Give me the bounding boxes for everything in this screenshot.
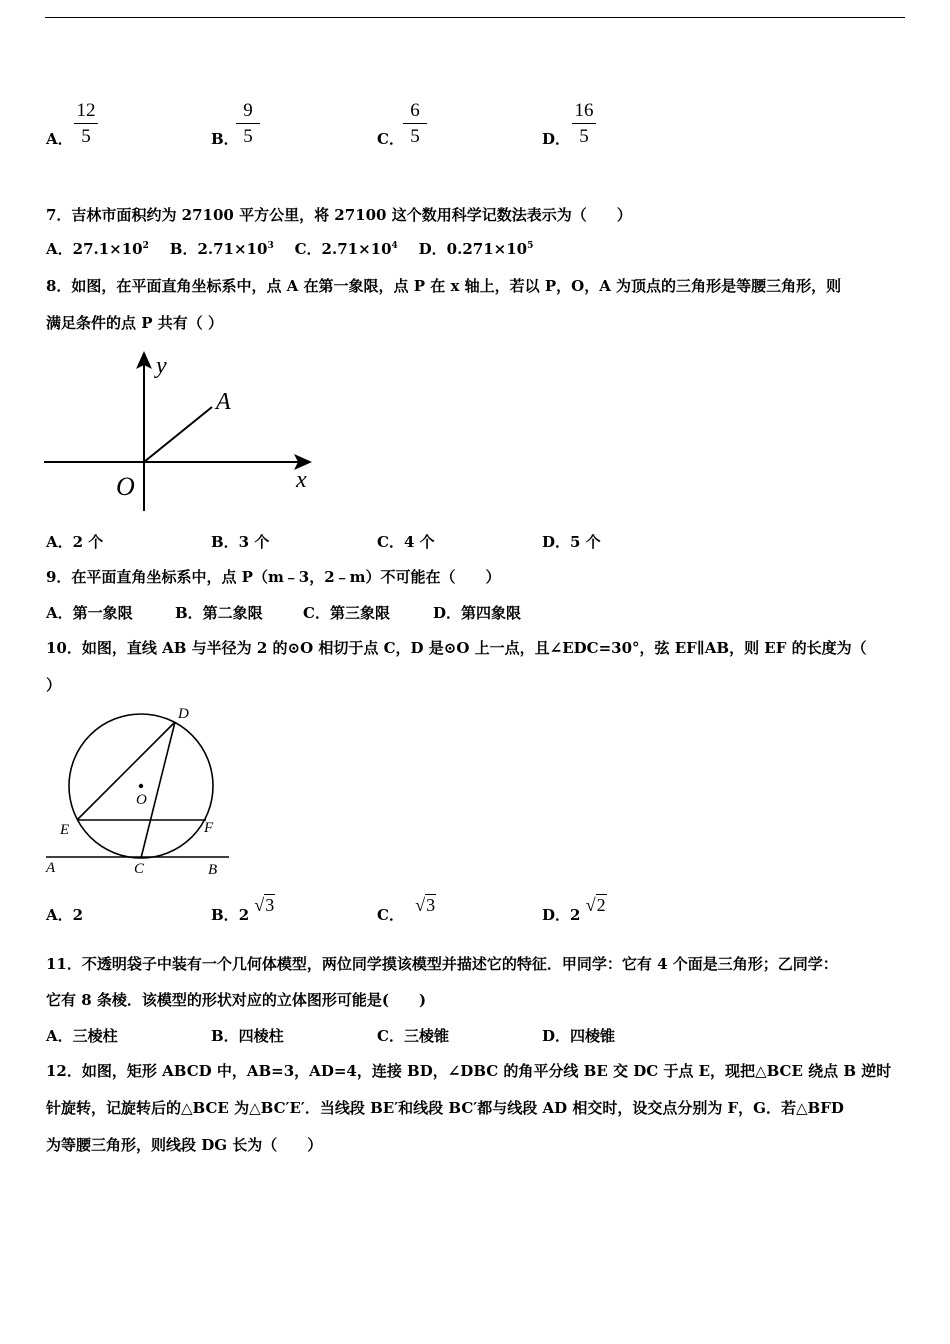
fraction-bar (74, 123, 98, 124)
q8-option-c[interactable]: C．4 个 (377, 533, 435, 551)
q9-option-c[interactable]: C．第三象限 (303, 604, 390, 622)
sqrt-expression: √3 (254, 895, 275, 915)
q7-option-b[interactable]: B．$2.71\times 10^3$ (169, 240, 274, 258)
label-a: A (46, 860, 56, 876)
segment-oa (144, 407, 212, 462)
q6-option-c-letter[interactable]: C． (377, 130, 404, 148)
q7-option-a[interactable]: A．$27.1\times 10^2$ (46, 240, 149, 258)
numerator: 9 (243, 100, 253, 121)
q6-option-a-letter[interactable]: A． (46, 130, 73, 148)
q8-stem-line2: 满足条件的点 P 共有（ ） (46, 314, 223, 332)
q6-option-d-fraction (564, 100, 604, 148)
q8-coordinate-figure (44, 345, 319, 515)
q8-stem-line1: 8．如图，在平面直角坐标系中，点 A 在第一象限，点 P 在 x 轴上，若以 P，O，A 为顶点的三角形是等腰三角形，则 (46, 277, 842, 295)
q10-option-c[interactable]: C． √3 (377, 895, 436, 924)
q7-option-c[interactable]: C．$2.71\times 10^4$ (294, 240, 398, 258)
q8-option-d[interactable]: D．5 个 (542, 533, 601, 551)
numerator: 6 (410, 100, 420, 121)
q10-option-d[interactable]: D．2 √2 (542, 895, 606, 924)
fraction-bar (403, 123, 427, 124)
q6-option-c-fraction (395, 100, 435, 148)
label-o: O (136, 792, 147, 808)
q11-option-b[interactable]: B．四棱柱 (211, 1027, 284, 1045)
q10-stem-line1: 10．如图，直线 AB 与半径为 2 的⊙O 相切于点 C，D 是⊙O 上一点，且∠EDC=30°，弦 EF∥AB，则 EF 的长度为（ (46, 639, 867, 657)
q9-option-a[interactable]: A．第一象限 (46, 604, 133, 622)
q12-stem-line3: 为等腰三角形，则线段 DG 长为（ ） (46, 1136, 323, 1154)
denominator: 5 (579, 126, 589, 147)
label-e: E (60, 822, 70, 838)
label-f: F (204, 820, 214, 836)
origin-label: O (116, 472, 135, 501)
q11-stem-line2: 它有 8 条棱．该模型的形状对应的立体图形可能是( ) (46, 991, 427, 1009)
q11-option-a[interactable]: A．三棱柱 (46, 1027, 118, 1045)
q11-option-c[interactable]: C．三棱锥 (377, 1027, 449, 1045)
denominator: 5 (410, 126, 420, 147)
fraction-bar (236, 123, 260, 124)
q7-stem: 7．吉林市面积约为 27100 平方公里，将 27100 这个数用科学记数法表示为（ ） (46, 206, 632, 224)
numerator: 16 (574, 100, 594, 121)
q8-option-a[interactable]: A．2 个 (46, 533, 104, 551)
q9-option-b[interactable]: B．第二象限 (175, 604, 263, 622)
q9-stem: 9．在平面直角坐标系中，点 P（m﹣3，2﹣m）不可能在（ ） (46, 568, 501, 586)
q10-stem-line2: ） (46, 676, 62, 694)
segment-dc (141, 722, 175, 858)
center-point (139, 784, 143, 788)
x-axis-label: x (296, 467, 307, 493)
header-rule (45, 17, 905, 18)
q6-option-a-fraction (66, 100, 106, 148)
y-axis-label: y (156, 353, 167, 379)
numerator: 12 (76, 100, 96, 121)
sqrt-expression: √2 (585, 895, 606, 915)
q10-circle-figure (44, 700, 234, 882)
q6-option-b-letter[interactable]: B． (211, 130, 239, 148)
q9-option-d[interactable]: D．第四象限 (433, 604, 522, 622)
denominator: 5 (243, 126, 253, 147)
q7-options (46, 238, 533, 259)
q10-option-a[interactable]: A．2 (46, 906, 84, 924)
label-b: B (208, 862, 218, 878)
q6-option-d-letter[interactable]: D． (542, 130, 571, 148)
q7-option-d[interactable]: D．$0.271\times 10^5$ (418, 240, 534, 258)
q8-option-b[interactable]: B．3 个 (211, 533, 270, 551)
q12-stem-line2: 针旋转，记旋转后的△BCE 为△BC′E′．当线段 BE′和线段 BC′都与线段 AD 相交时，设交点分别为 F，G．若△BFD (46, 1099, 844, 1117)
label-d: D (178, 706, 189, 722)
point-a-label: A (216, 389, 231, 415)
q10-option-b[interactable]: B．2 √3 (211, 895, 275, 924)
q12-stem-line1: 12．如图，矩形 ABCD 中，AB=3，AD=4，连接 BD，∠DBC 的角平分线 BE 交 DC 于点 E，现把△BCE 绕点 B 逆时 (46, 1062, 892, 1080)
q11-option-d[interactable]: D．四棱锥 (542, 1027, 616, 1045)
label-c: C (134, 861, 145, 877)
sqrt-expression: √3 (415, 895, 436, 915)
segment-ed (77, 722, 175, 820)
fraction-bar (572, 123, 596, 124)
denominator: 5 (81, 126, 91, 147)
q6-option-b-fraction (228, 100, 268, 148)
q11-stem-line1: 11．不透明袋子中装有一个几何体模型，两位同学摸该模型并描述它的特征．甲同学：它有 4 个面是三角形；乙同学： (46, 955, 838, 973)
